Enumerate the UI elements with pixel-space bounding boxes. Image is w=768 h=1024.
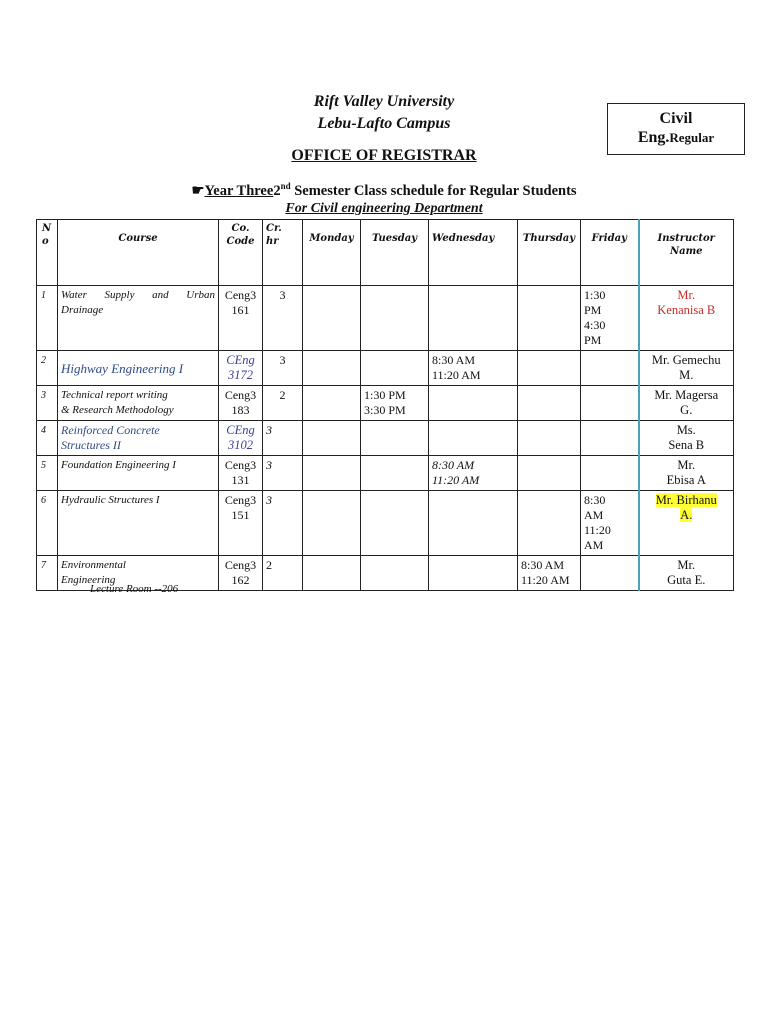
tuesday-slot xyxy=(361,556,429,591)
friday-slot: 1:30 PM 4:30 PM xyxy=(581,286,639,351)
course-code: CEng 3172 xyxy=(219,351,263,386)
header-credit: Cr. hr xyxy=(263,220,303,286)
university-name: Rift Valley University xyxy=(313,93,455,110)
monday-slot xyxy=(303,351,361,386)
course-name: Technical report writing & Research Methodology xyxy=(58,386,219,421)
instructor-name: Mr. Magersa G. xyxy=(639,386,734,421)
course-code: Ceng3 183 xyxy=(219,386,263,421)
instructor-name: Ms. Sena B xyxy=(639,421,734,456)
row-no: 4 xyxy=(37,421,58,456)
course-code: CEng 3102 xyxy=(219,421,263,456)
course-name: Highway Engineering I xyxy=(58,351,219,386)
tuesday-slot xyxy=(361,456,429,491)
row-no: 5 xyxy=(37,456,58,491)
table-header-row xyxy=(37,220,734,286)
friday-slot xyxy=(581,351,639,386)
monday-slot xyxy=(303,491,361,556)
department-title: For Civil engineering Department xyxy=(285,201,483,216)
header-monday: Monday xyxy=(303,220,361,286)
course-name: Reinforced Concrete Structures II xyxy=(58,421,219,456)
hand-pointer-icon: ☛ xyxy=(191,182,205,199)
semester-suffix: nd xyxy=(280,181,291,191)
thursday-slot xyxy=(518,456,581,491)
header-friday: Friday xyxy=(581,220,639,286)
wednesday-slot: 8:30 AM 11:20 AM xyxy=(429,456,518,491)
tuesday-slot xyxy=(361,491,429,556)
course-code: Ceng3 151 xyxy=(219,491,263,556)
table-row xyxy=(37,456,734,491)
semester-number: 2 xyxy=(273,182,281,199)
credit-hours: 2 xyxy=(263,386,303,421)
instructor-name: Mr. Guta E. xyxy=(639,556,734,591)
header-no: N o xyxy=(37,220,58,286)
header-thursday: Thursday xyxy=(518,220,581,286)
thursday-slot: 8:30 AM 11:20 AM xyxy=(518,556,581,591)
instructor-name: Mr. Gemechu M. xyxy=(639,351,734,386)
tuesday-slot xyxy=(361,286,429,351)
header-code: Co. Code xyxy=(219,220,263,286)
table-row xyxy=(37,351,734,386)
course-name: Hydraulic Structures I xyxy=(58,491,219,556)
wednesday-slot: 8:30 AM 11:20 AM xyxy=(429,351,518,386)
monday-slot xyxy=(303,386,361,421)
office-title: OFFICE OF REGISTRAR xyxy=(291,147,477,164)
wednesday-slot xyxy=(429,556,518,591)
year-label: Year Three xyxy=(204,182,274,199)
course-name: Foundation Engineering I xyxy=(58,456,219,491)
thursday-slot xyxy=(518,286,581,351)
schedule-table xyxy=(36,219,734,591)
credit-hours: 3 xyxy=(263,491,303,556)
table-row xyxy=(37,386,734,421)
schedule-subtitle: Semester Class schedule for Regular Students xyxy=(290,182,577,199)
monday-slot xyxy=(303,286,361,351)
course-name: Water Supply and Urban Drainage xyxy=(58,286,219,351)
campus-name: Lebu-Lafto Campus xyxy=(317,115,451,132)
tuesday-slot xyxy=(361,421,429,456)
table-row xyxy=(37,491,734,556)
table-row xyxy=(37,286,734,351)
friday-slot xyxy=(581,556,639,591)
program-badge-line1: Civil xyxy=(659,110,693,127)
course-name: Environmental Engineering xyxy=(58,556,219,591)
friday-slot xyxy=(581,421,639,456)
table-row xyxy=(37,421,734,456)
friday-slot xyxy=(581,386,639,421)
header-instructor: Instructor Name xyxy=(639,220,734,286)
tuesday-slot: 1:30 PM 3:30 PM xyxy=(361,386,429,421)
wednesday-slot xyxy=(429,421,518,456)
friday-slot: 8:30 AM 11:20 AM xyxy=(581,491,639,556)
row-no: 7 xyxy=(37,556,58,591)
monday-slot xyxy=(303,456,361,491)
instructor-name: Mr. Kenanisa B xyxy=(639,286,734,351)
program-badge xyxy=(607,103,745,155)
program-badge-line2 xyxy=(608,128,744,147)
instructor-name: Mr. Birhanu A. xyxy=(639,491,734,556)
lecture-room-note: Lecture Room --206 xyxy=(90,583,179,595)
monday-slot xyxy=(303,421,361,456)
credit-hours: 3 xyxy=(263,351,303,386)
header-course: Course xyxy=(58,220,219,286)
course-code: Ceng3 131 xyxy=(219,456,263,491)
wednesday-slot xyxy=(429,491,518,556)
schedule-title xyxy=(0,181,768,200)
friday-slot xyxy=(581,456,639,491)
highlighted-instructor: Mr. Birhanu xyxy=(655,493,717,507)
row-no: 3 xyxy=(37,386,58,421)
instructor-name: Mr. Ebisa A xyxy=(639,456,734,491)
credit-hours: 3 xyxy=(263,456,303,491)
wednesday-slot xyxy=(429,386,518,421)
header-tuesday: Tuesday xyxy=(361,220,429,286)
credit-hours: 3 xyxy=(263,421,303,456)
wednesday-slot xyxy=(429,286,518,351)
course-code: Ceng3 161 xyxy=(219,286,263,351)
thursday-slot xyxy=(518,351,581,386)
row-no: 2 xyxy=(37,351,58,386)
monday-slot xyxy=(303,556,361,591)
course-code: Ceng3 162 xyxy=(219,556,263,591)
thursday-slot xyxy=(518,491,581,556)
credit-hours: 2 xyxy=(263,556,303,591)
credit-hours: 3 xyxy=(263,286,303,351)
tuesday-slot xyxy=(361,351,429,386)
thursday-slot xyxy=(518,421,581,456)
row-no: 1 xyxy=(37,286,58,351)
header-wednesday: Wednesday xyxy=(429,220,518,286)
program-badge-type: Regular xyxy=(669,130,715,145)
thursday-slot xyxy=(518,386,581,421)
program-badge-dept: Eng. xyxy=(637,129,670,146)
row-no: 6 xyxy=(37,491,58,556)
